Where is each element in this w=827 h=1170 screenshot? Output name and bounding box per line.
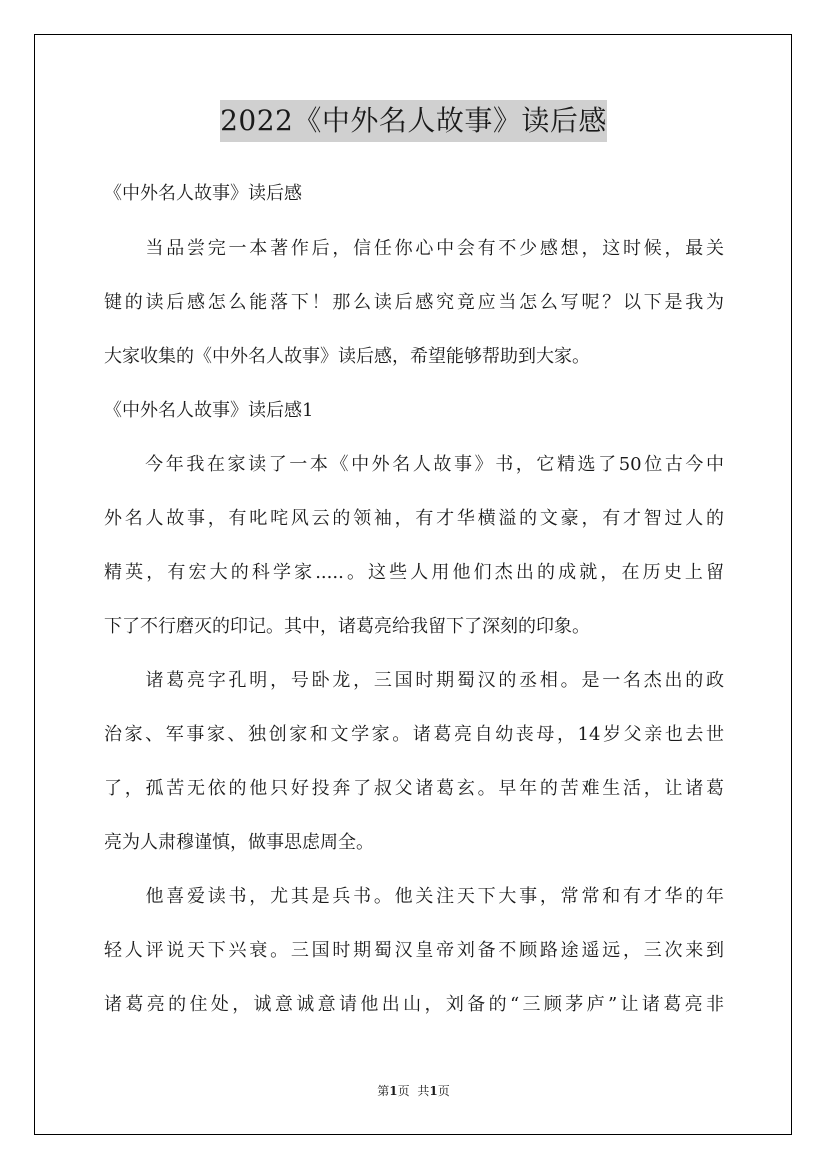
body-line: 诸葛亮的住处，诚意诚意请他出山，刘备的“三顾茅庐”让诸葛亮非: [104, 994, 724, 1015]
body-line: 了，孤苦无依的他只好投奔了叔父诸葛玄。早年的苦难生活，让诸葛: [104, 778, 724, 799]
footer-total-suffix: 页: [437, 1084, 450, 1098]
section-heading: 《中外名人故事》读后感1: [104, 400, 314, 421]
body-line: 治家、军事家、独创家和文学家。诸葛亮自幼丧母，14岁父亲也去世: [104, 724, 724, 745]
footer-page-number: 1: [389, 1084, 398, 1098]
footer-total-number: 1: [429, 1084, 438, 1098]
body-line: 下了不行磨灭的印记。其中，诸葛亮给我留下了深刻的印象。: [104, 616, 590, 637]
body-line: 外名人故事，有叱咤风云的领袖，有才华横溢的文豪，有才智过人的: [104, 508, 724, 529]
body-line: 精英，有宏大的科学家.....。这些人用他们杰出的成就，在历史上留: [104, 562, 724, 583]
subtitle-line: 《中外名人故事》读后感: [104, 183, 302, 204]
document-title: 2022《中外名人故事》读后感: [220, 100, 607, 142]
body-line: 他喜爱读书，尤其是兵书。他关注天下大事，常常和有才华的年: [104, 886, 724, 907]
body-line: 轻人评说天下兴衰。三国时期蜀汉皇帝刘备不顾路途遥远，三次来到: [104, 940, 724, 961]
body-line: 诸葛亮字孔明，号卧龙，三国时期蜀汉的丞相。是一名杰出的政: [104, 670, 724, 691]
footer-page-suffix: 页: [397, 1084, 410, 1098]
body-line: 大家收集的《中外名人故事》读后感，希望能够帮助到大家。: [104, 346, 590, 367]
body-line: 当品尝完一本著作后，信任你心中会有不少感想，这时候，最关: [104, 238, 724, 259]
page-footer: [0, 1083, 827, 1099]
title-wrap: [0, 100, 827, 142]
body-line: 今年我在家读了一本《中外名人故事》书，它精选了50位古今中: [104, 454, 724, 475]
body-line: 键的读后感怎么能落下！那么读后感究竟应当怎么写呢？以下是我为: [104, 292, 724, 313]
body-line: 亮为人肃穆谨慎，做事思虑周全。: [104, 832, 374, 853]
footer-total-prefix: 共: [417, 1084, 430, 1098]
footer-page-prefix: 第: [377, 1084, 390, 1098]
